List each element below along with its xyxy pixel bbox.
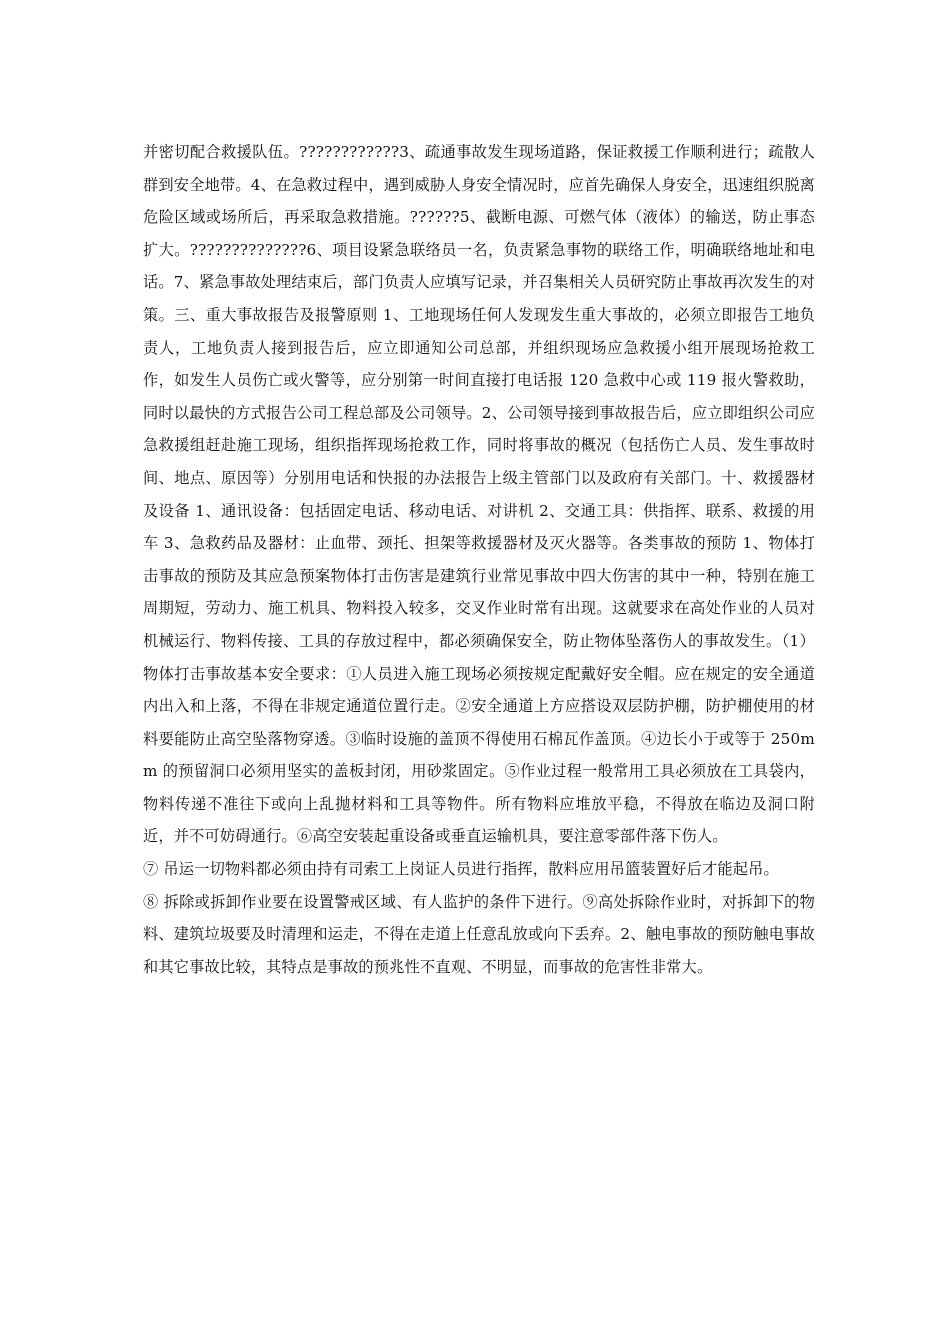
paragraph-item-7: ⑦ 吊运一切物料都必须由持有司索工上岗证人员进行指挥，散料应用吊篮装置好后才能起吊。 bbox=[143, 860, 779, 879]
document-body bbox=[143, 136, 815, 983]
paragraph-item-8: ⑧ 拆除或拆卸作业要在设置警戒区域、有人监护的条件下进行。⑨高处拆除作业时，对拆卸下的物料、建筑垃圾要及时清理和运走，不得在走道上任意乱放或向下丢弃。2、触电事故的预防触电事故和其它事故比较，其特点是事故的预兆性不直观、不明显，而事故的危害性非常大。 bbox=[143, 892, 815, 976]
paragraph-main: 并密切配合救援队伍。????????????3、疏通事故发生现场道路，保证救援工作顺利进行；疏散人群到安全地带。4、在急救过程中，遇到威胁人身安全情况时，应首先确保人身安全，迅速组织脱离危险区域或场所后，再采取急救措施。??????5、截断电源、可燃气体（液体）的输送，防止事态扩大。??????????????6、项目设紧急联络员一名，负责紧急事物的联络工作，明确联络地址和电话。7、紧急事故处理结束后，部门负责人应填写记录，并召集相关人员研究防止事故再次发生的对策。三、重大事故报告及报警原则 1、工地现场任何人发现发生重大事故的，必须立即报告工地负责人，工地负责人接到报告后，应立即通知公司总部，并组织现场应急救援小组开展现场抢救工作，如发生人员伤亡或火警等，应分别第一时间直接打电话报 120 急救中心或 119 报火警救助，同时以最快的方式报告公司工程总部及公司领导。2、公司领导接到事故报告后，应立即组织公司应急救援组赶赴施工现场，组织指挥现场抢救工作，同时将事故的概况（包括伤亡人员、发生事故时间、地点、原因等）分别用电话和快报的办法报告上级主管部门以及政府有关部门。十、救援器材及设备 1、通讯设备：包括固定电话、移动电话、对讲机 2、交通工具：供指挥、联系、救援的用车 3、急救药品及器材：止血带、颈托、担架等救援器材及灭火器等。各类事故的预防 1、物体打击事故的预防及其应急预案物体打击伤害是建筑行业常见事故中四大伤害的其中一种，特别在施工周期短，劳动力、施工机具、物料投入较多，交叉作业时常有出现。这就要求在高处作业的人员对机械运行、物料传接、工具的存放过程中，都必须确保安全，防止物体坠落伤人的事故发生。（1）物体打击事故基本安全要求：①人员进入施工现场必须按规定配戴好安全帽。应在规定的安全通道内出入和上落，不得在非规定通道位置行走。②安全通道上方应搭设双层防护棚，防护棚使用的材料要能防止高空坠落物穿透。③临时设施的盖顶不得使用石棉瓦作盖顶。④边长小于或等于 250mm 的预留洞口必须用坚实的盖板封闭，用砂浆固定。⑤作业过程一般常用工具必须放在工具袋内，物料传递不准往下或向上乱抛材料和工具等物件。所有物料应堆放平稳，不得放在临边及洞口附近，并不可妨碍通行。⑥高空安装起重设备或垂直运输机具，要注意零部件落下伤人。 bbox=[143, 143, 815, 846]
